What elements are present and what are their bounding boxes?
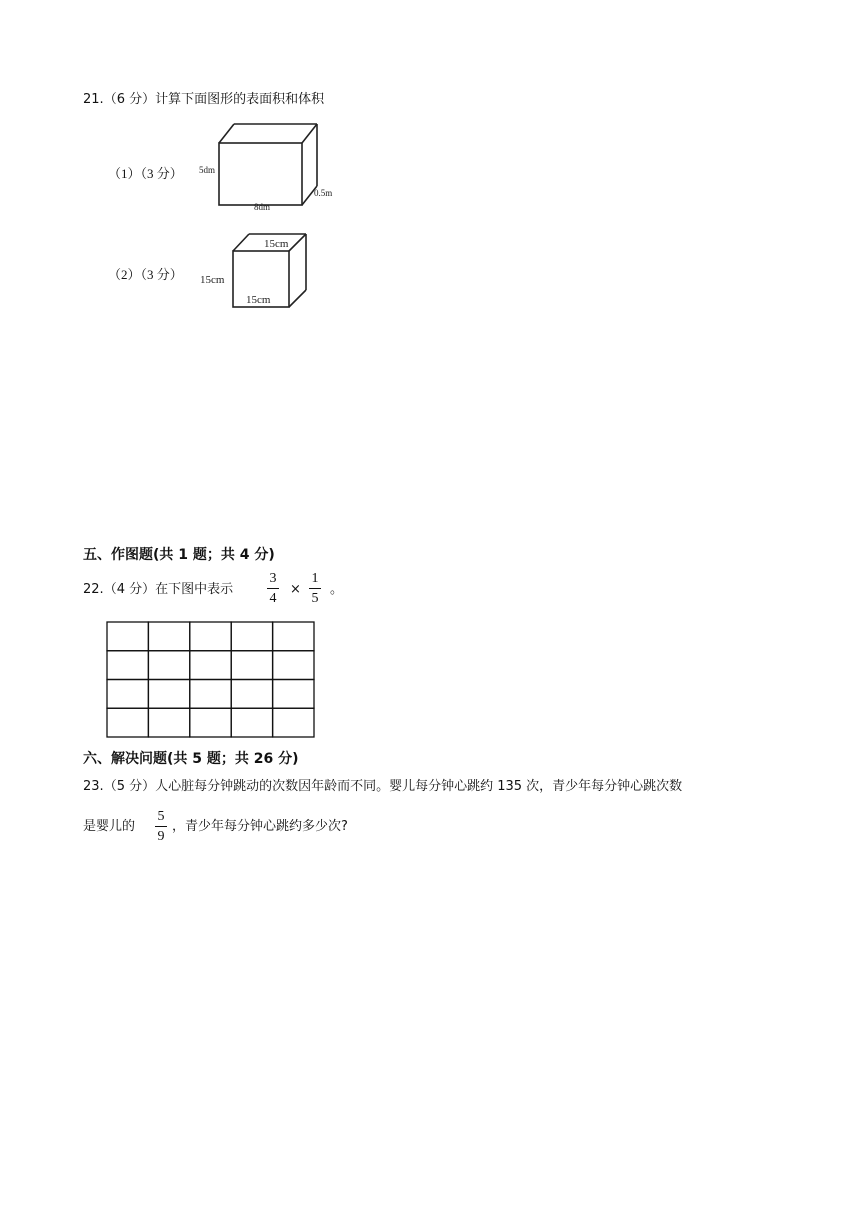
cuboid-edge	[219, 124, 234, 143]
q21-part1-label: （1）（3 分）	[108, 166, 183, 181]
drawing-grid	[106, 621, 315, 738]
fraction-1-5	[308, 570, 322, 607]
grid-cell	[231, 708, 272, 737]
cuboid-front-face	[219, 143, 302, 205]
question-23	[83, 777, 682, 797]
fraction-bar	[155, 826, 167, 827]
grid-cell	[273, 622, 314, 651]
cuboid-edge	[302, 124, 317, 143]
fraction-denominator: 5	[311, 591, 319, 606]
question-number: 22.	[83, 582, 104, 597]
fraction-bar	[267, 588, 279, 589]
question-23-line2-start: 是婴儿的	[83, 819, 136, 834]
cube-edge	[233, 234, 249, 251]
cube-top-label: 15cm	[264, 238, 289, 250]
fraction-bar	[309, 588, 321, 589]
fraction-denominator: 9	[157, 829, 165, 844]
grid-cell	[273, 680, 314, 709]
grid-cell	[190, 622, 231, 651]
fraction-numerator: 3	[269, 571, 277, 586]
grid-cell	[231, 680, 272, 709]
question-text: （6 分）计算下面图形的表面积和体积	[103, 92, 325, 107]
question-number: 23.	[83, 779, 104, 794]
cuboid-length-label: 8dm	[254, 202, 271, 212]
grid-cell	[107, 708, 148, 737]
grid-cell	[273, 708, 314, 737]
cuboid-depth-label: 0.5m	[314, 188, 333, 198]
cube-left-label: 15cm	[200, 274, 225, 286]
q21-part2-label: （2）（3 分）	[108, 267, 183, 282]
fraction-5-9	[154, 808, 168, 845]
fraction-denominator: 4	[269, 591, 277, 606]
grid-cell	[107, 651, 148, 680]
question-text-line1: （5 分）人心脏每分钟跳动的次数因年龄而不同。婴儿每分钟心跳约 135 次，青少年每分钟心跳次数	[103, 779, 683, 794]
section-6-title: 六、解决问题(共 5 题；共 26 分)	[83, 751, 299, 767]
cuboid-height-label: 5dm	[199, 165, 216, 175]
question-23-line2-end: ，青少年每分钟心跳约多少次?	[172, 819, 348, 834]
section-5-title: 五、作图题(共 1 题；共 4 分)	[83, 547, 275, 563]
grid-cell	[190, 651, 231, 680]
grid-cell	[231, 622, 272, 651]
sentence-end: 。	[330, 582, 344, 597]
fraction-numerator: 1	[311, 571, 319, 586]
question-number: 21.	[83, 92, 104, 107]
grid-cell	[148, 708, 189, 737]
grid-cell	[190, 680, 231, 709]
question-22	[83, 580, 233, 600]
cube-front-label: 15cm	[246, 294, 271, 306]
cube-edge	[289, 234, 306, 251]
cuboid-figure	[196, 118, 376, 218]
grid-cell	[148, 622, 189, 651]
fraction-numerator: 5	[157, 809, 165, 824]
grid-cell	[273, 651, 314, 680]
grid-cell	[148, 680, 189, 709]
fraction-3-4	[266, 570, 280, 607]
grid-cell	[107, 680, 148, 709]
grid-cell	[107, 622, 148, 651]
cube-figure	[196, 228, 336, 314]
cube-edge	[289, 290, 306, 307]
question-21	[83, 90, 324, 110]
grid-cell	[190, 708, 231, 737]
grid-cell	[148, 651, 189, 680]
grid-cell	[231, 651, 272, 680]
times-operator: ×	[290, 582, 301, 597]
question-text: （4 分）在下图中表示	[103, 582, 234, 597]
